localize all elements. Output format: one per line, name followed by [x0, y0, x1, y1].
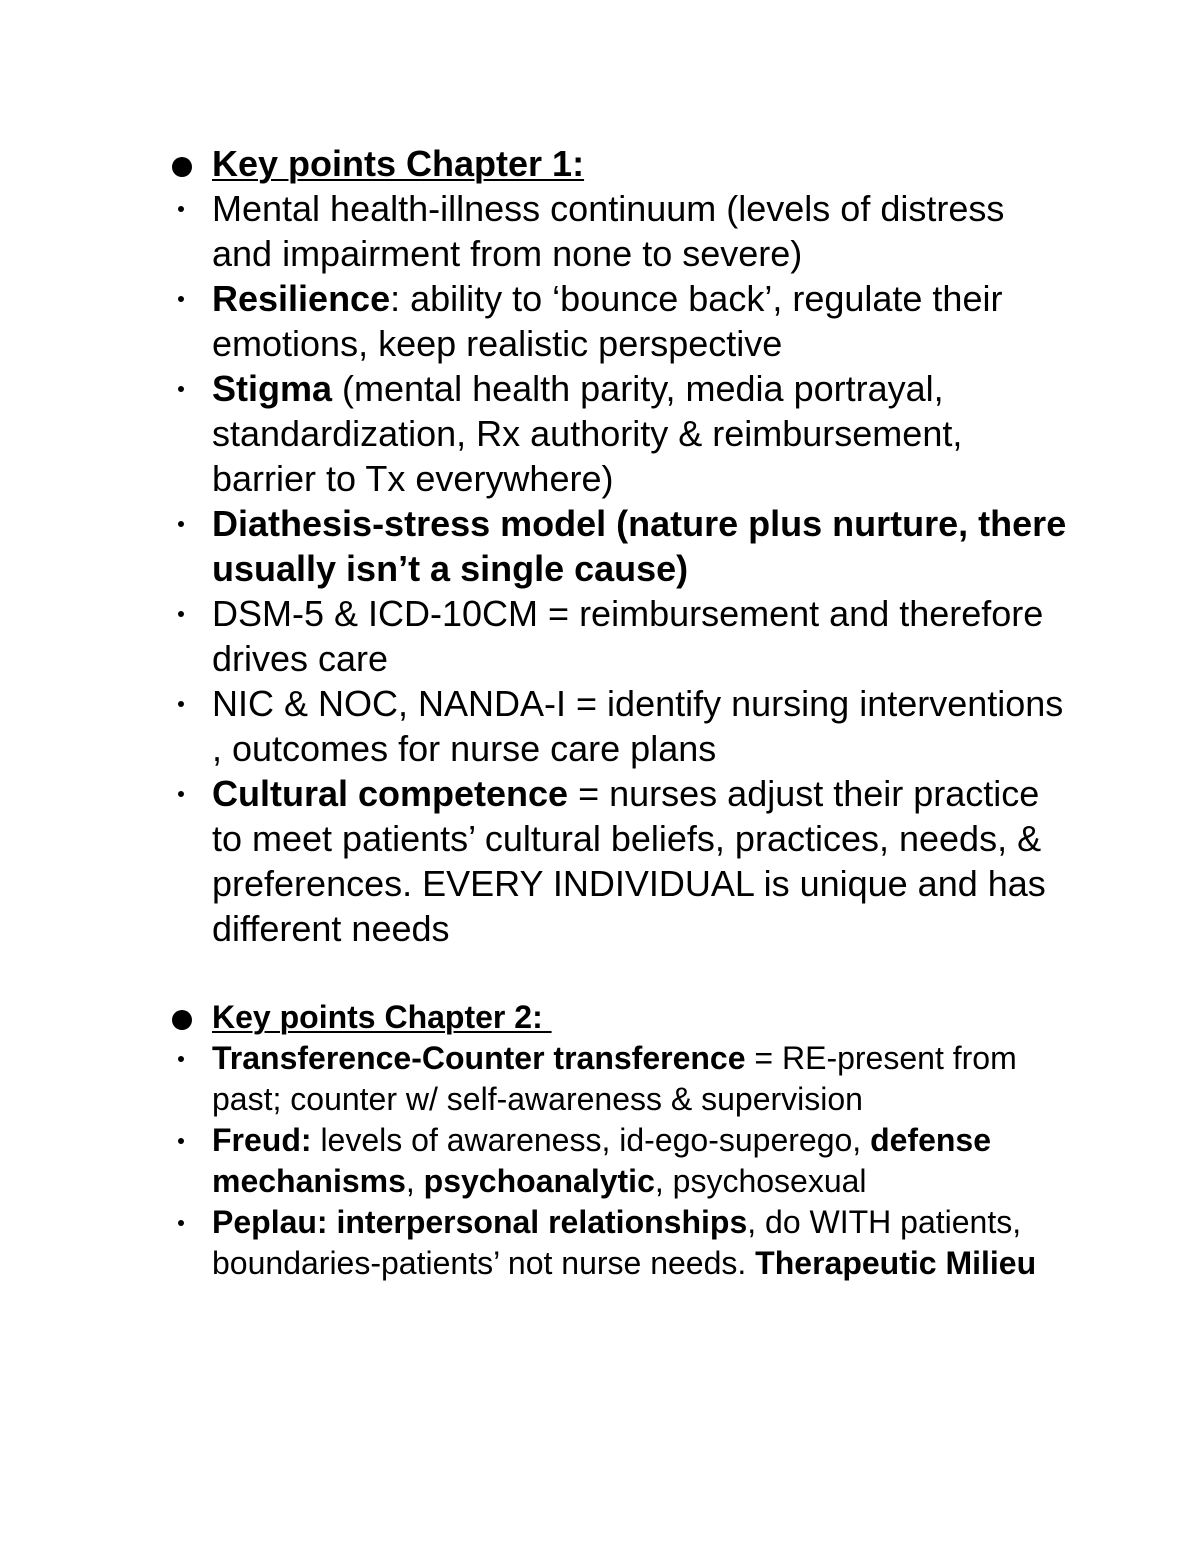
- bullet-icon: [178, 206, 184, 212]
- chapter-2-section: [172, 996, 1072, 1284]
- bullet-dot-icon: [172, 1010, 192, 1030]
- list-item: [172, 591, 1072, 681]
- bullet-icon: [178, 1056, 184, 1062]
- bullet-icon: [178, 386, 184, 392]
- list-item: [172, 1202, 1072, 1284]
- item-text: ,: [405, 1163, 424, 1199]
- item-text: (mental health parity, media portrayal, standardization, Rx authority & reimbursement, barrier to Tx everywhere): [212, 368, 963, 499]
- bullet-icon: [178, 521, 184, 527]
- item-text: levels of awareness, id-ego-superego,: [311, 1122, 871, 1158]
- chapter-1-section: [172, 141, 1072, 951]
- bullet-icon: [178, 611, 184, 617]
- item-bold-text: Stigma: [212, 368, 333, 409]
- item-bold-text: Transference-Counter transference: [212, 1040, 746, 1076]
- item-text: = RE-present from past; counter w/ self-awareness & supervision: [212, 1040, 1017, 1117]
- item-text: : ability to ‘bounce back’, regulate their emotions, keep realistic perspective: [212, 278, 1003, 364]
- list-item: [172, 501, 1072, 591]
- item-text: = nurses adjust their practice to meet patients’ cultural beliefs, practices, needs, & preferences. EVERY INDIVIDUAL is unique and has different needs: [212, 773, 1046, 949]
- item-bold-text: psychoanalytic: [423, 1163, 655, 1199]
- list-item: [172, 1038, 1072, 1120]
- item-bold-text: Resilience: [212, 278, 391, 319]
- bullet-icon: [178, 701, 184, 707]
- item-text: , do WITH patients, boundaries-patients’ not nurse needs.: [212, 1204, 1022, 1281]
- item-bold-text: Cultural competence: [212, 773, 569, 814]
- bullet-icon: [178, 1138, 184, 1144]
- item-bold-text: Therapeutic Milieu: [755, 1245, 1037, 1281]
- list-item: [172, 186, 1072, 276]
- item-text: DSM-5 & ICD-10CM = reimbursement and therefore drives care: [212, 593, 1044, 679]
- chapter-1-heading: [172, 141, 1072, 186]
- list-item: [172, 366, 1072, 501]
- chapter-1-heading-text: Key points Chapter 1:: [212, 143, 585, 184]
- bullet-icon: [178, 791, 184, 797]
- bullet-dot-icon: [172, 157, 192, 177]
- list-item: [172, 276, 1072, 366]
- chapter-1-list: [172, 186, 1072, 951]
- chapter-2-heading-text: Key points Chapter 2:: [212, 999, 552, 1035]
- item-bold-text: Diathesis-stress model (nature plus nurture, there usually isn’t a single cause): [212, 503, 1067, 589]
- chapter-2-heading: [172, 996, 1072, 1038]
- bullet-icon: [178, 1220, 184, 1226]
- list-item: [172, 771, 1072, 951]
- chapter-2-list: [172, 1038, 1072, 1284]
- item-text: , psychosexual: [654, 1163, 867, 1199]
- list-item: [172, 681, 1072, 771]
- item-text: Mental health-illness continuum (levels of distress and impairment from none to severe): [212, 188, 1005, 274]
- item-text: NIC & NOC, NANDA-I = identify nursing interventions , outcomes for nurse care plans: [212, 683, 1064, 769]
- item-bold-text: Freud:: [212, 1122, 312, 1158]
- item-bold-text: defense mechanisms: [212, 1122, 992, 1199]
- bullet-icon: [178, 296, 184, 302]
- list-item: [172, 1120, 1072, 1202]
- item-bold-text: Peplau: interpersonal relationships: [212, 1204, 748, 1240]
